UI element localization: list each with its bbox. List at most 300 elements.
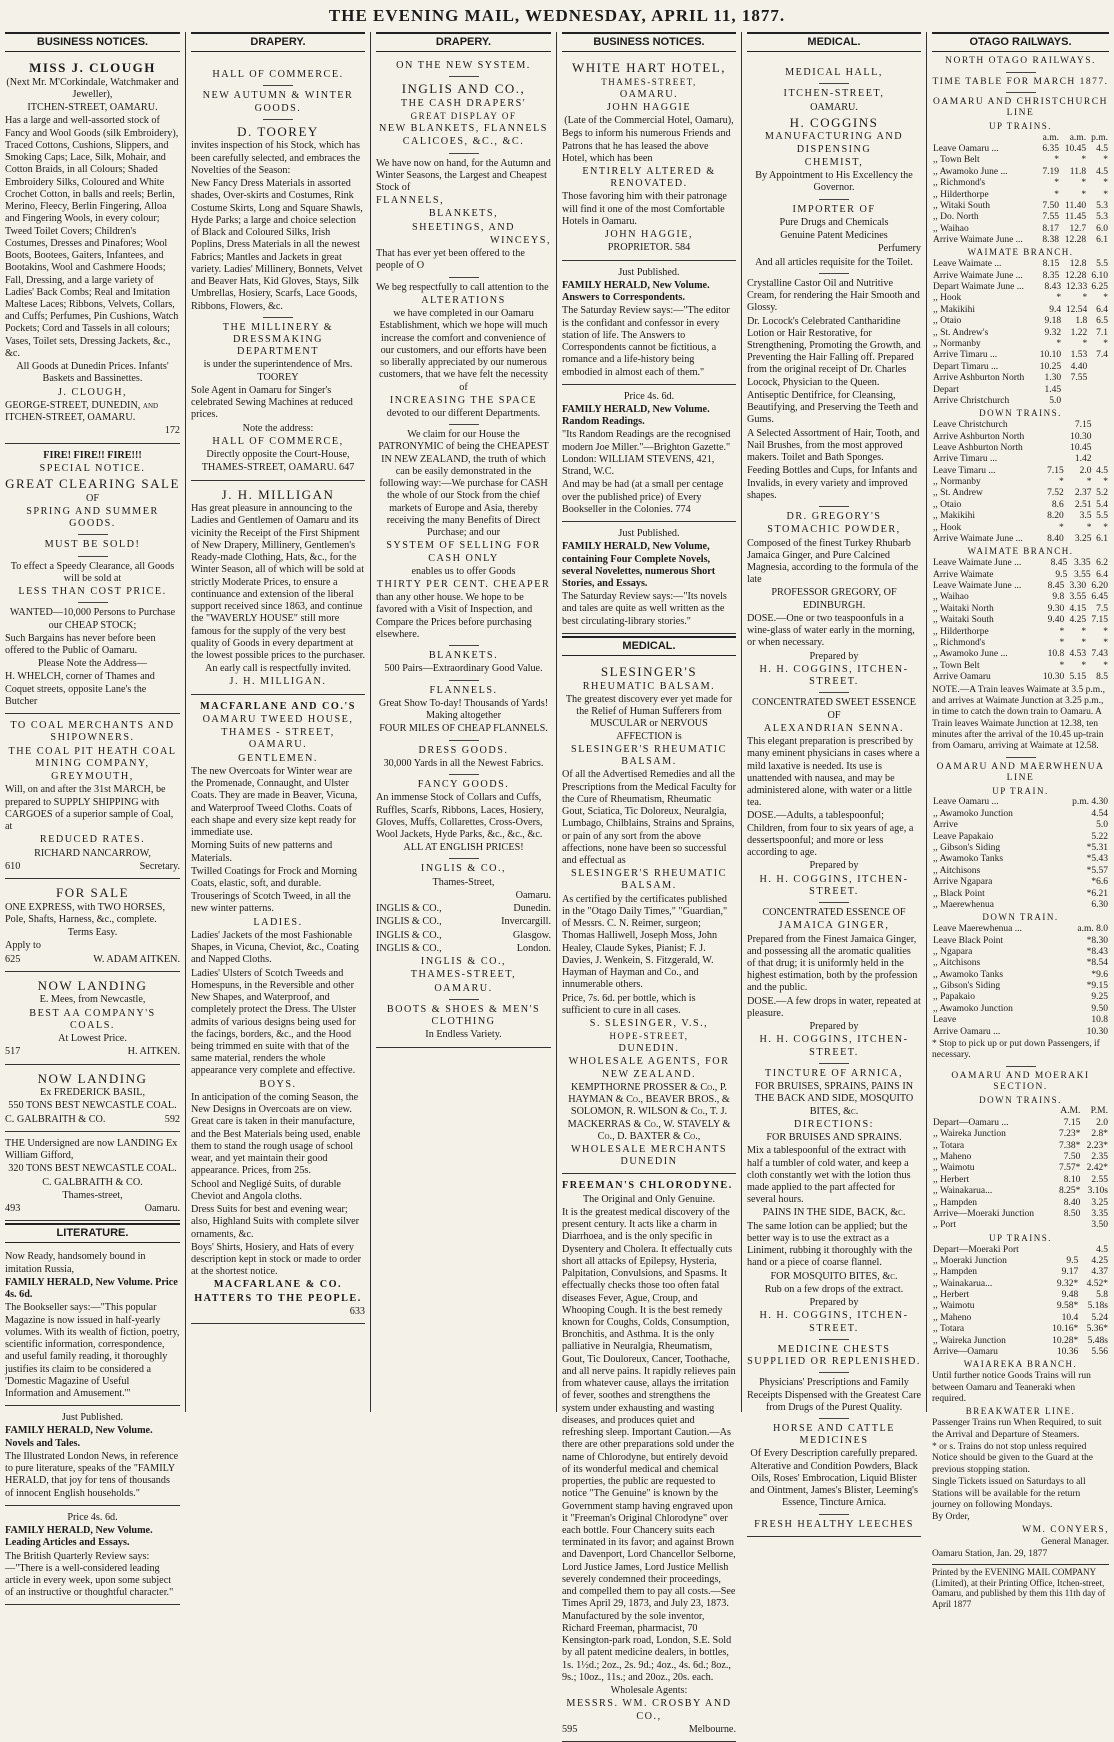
ad-signature: J. H. MILLIGAN.	[229, 676, 327, 688]
ad-title: MACFARLANE AND CO.'S	[200, 700, 356, 712]
table-row	[932, 1209, 1109, 1220]
section-label: WAIMATE BRANCH.	[967, 247, 1074, 258]
station-cell: ,, Totara	[933, 1324, 965, 1335]
ad-text: DIRECTIONS:	[794, 1118, 874, 1130]
ad-address: OAMARU.	[434, 982, 493, 994]
ad-body: DOSE.—A few drops in water, repeated at pleasure.	[747, 995, 921, 1019]
divider	[78, 556, 108, 557]
time-cell: 4.5	[1096, 465, 1108, 476]
station-cell: ,, Papakaio	[933, 992, 975, 1003]
ad-text: WINCEYS,	[490, 234, 551, 246]
table-row	[932, 1141, 1109, 1152]
section-label: UP TRAINS.	[988, 120, 1052, 131]
time-cell: 2.51	[1074, 499, 1092, 510]
ad-body: School and Negligé Suits, of durable Cheviot and Angola cloths.	[191, 1178, 341, 1202]
divider	[449, 645, 479, 646]
ad-address: THAMES-STREET,	[410, 969, 517, 981]
time-cell: 5.15	[1069, 672, 1087, 683]
table-row	[932, 443, 1109, 454]
time-cell: 11.45	[1065, 212, 1087, 223]
table-row	[932, 420, 1109, 431]
table-header-row	[932, 133, 1109, 144]
coal-ad	[5, 716, 180, 879]
time-cell: 5.18s	[1087, 1301, 1108, 1312]
table-row	[932, 362, 1109, 373]
time-cell: 8.10	[1063, 1174, 1081, 1185]
divider	[819, 1339, 849, 1340]
station-cell: ,, Normanby	[933, 338, 981, 349]
ad-title: D. TOOREY	[237, 123, 319, 139]
time-cell: 7.15	[1047, 465, 1064, 476]
time-cell: 8.20	[1047, 511, 1064, 522]
ad-text: Prepared by	[809, 1297, 859, 1309]
time-cell	[1043, 432, 1065, 443]
ad-address: London.	[516, 942, 551, 954]
ad-body: The same lotion can be applied; but the better way is to use the extract as a Liniment, rubbing it thoroughly with the hand or a piece of coarse flannel.	[747, 1220, 913, 1269]
table-header: A.M.	[1060, 1106, 1081, 1117]
table-row	[932, 385, 1109, 396]
station-cell: Leave Oamaru ...	[933, 143, 999, 154]
time-cell: 3.10s	[1087, 1186, 1108, 1197]
ad-signature: C. GALBRAITH & CO.	[5, 1113, 106, 1125]
time-cell	[1093, 420, 1109, 431]
time-cell: *8.43	[1086, 946, 1108, 957]
time-cell: 1.42	[1074, 454, 1092, 465]
time-cell: *	[1056, 338, 1062, 349]
divider	[819, 1514, 849, 1515]
ad-text: ENTIRELY ALTERED & RENOVATED.	[582, 165, 716, 190]
time-cell: 2.55	[1091, 1174, 1108, 1185]
station-cell: Leave Black Point	[933, 935, 1004, 946]
time-cell: 2.37	[1074, 488, 1092, 499]
station-cell: ,, Richmond's	[933, 637, 986, 648]
time-cell: *	[1059, 637, 1065, 648]
clearing-sale-ad	[5, 446, 180, 715]
ad-body: New Fancy Dress Materials in assorted shades, Over-skirts and Costumes, Rink Costume Skirts, Long and Square Shawls, Hyde Parks; a large and choice selection of Black and Coloured Silks, Irish Poplins, Dress Materials in all the newest Fabrics; Mantles and Jackets in great variety. Ladies' Millinery, Bonnets, Velvet and Beaver Hats, Kid Gloves, Stays, Silk Umbrellas, Hosiery, Scarfs, Lace Goods, Ribbons, Flowers, &c.	[191, 178, 363, 312]
station-cell: ,, Hook	[933, 293, 962, 304]
time-cell: 8.40	[1063, 1197, 1081, 1208]
column-heading: BUSINESS NOTICES.	[5, 32, 180, 52]
time-cell: 4.53	[1069, 649, 1087, 660]
divider	[449, 740, 479, 741]
time-cell	[1043, 443, 1065, 454]
ad-text: Price 4s. 6d.	[67, 1511, 118, 1523]
station-cell: ,, Otaio	[933, 499, 962, 510]
table-row	[932, 1336, 1109, 1347]
ad-title: FREEMAN'S CHLORODYNE.	[562, 1180, 733, 1192]
ad-section-title: ALEXANDRIAN SENNA.	[763, 722, 905, 734]
literature-ad	[5, 1408, 180, 1506]
column-heading: BUSINESS NOTICES.	[562, 32, 736, 52]
ad-text: REDUCED RATES.	[39, 834, 146, 846]
ad-section-title: DR. GREGORY'S	[786, 511, 882, 523]
ad-text: By Appointment to His Excellency the Governor.	[755, 170, 913, 194]
ad-address: OAMARU.	[619, 88, 679, 100]
time-cell: 5.3	[1096, 200, 1108, 211]
ad-signature: INGLIS & CO.,	[376, 942, 442, 954]
ad-signature: MESSRS. WM. CROSBY AND CO.,	[566, 1698, 732, 1722]
ad-section-title: HORSE AND CATTLE MEDICINES	[773, 1422, 895, 1447]
ad-section-title: JAMAICA GINGER,	[778, 920, 890, 932]
table-header-row	[932, 1106, 1109, 1117]
time-cell: *	[1103, 660, 1108, 671]
table-row	[932, 797, 1109, 808]
time-cell: 9.17	[1061, 1267, 1079, 1278]
time-cell: *	[1059, 660, 1065, 671]
time-cell	[1088, 385, 1109, 396]
time-cell	[1093, 454, 1109, 465]
time-cell: 6.35	[1042, 143, 1059, 154]
table-row	[932, 1118, 1109, 1129]
ad-text: Prepared by	[809, 1021, 859, 1033]
ad-text: Such Bargains has never before been offered to the Public of Oamaru.	[5, 632, 156, 656]
ad-text: THIRTY PER CENT. CHEAPER	[376, 579, 551, 591]
station-cell: Arrive Ashburton North	[933, 373, 1025, 384]
time-cell: *	[1082, 338, 1088, 349]
ad-address: Glasgow.	[512, 929, 551, 941]
station-cell: Arrive Ngapara	[933, 877, 993, 888]
ad-title: FOR SALE	[55, 884, 130, 900]
table-row	[932, 373, 1109, 384]
table-row	[932, 488, 1109, 499]
time-cell: 5.8	[1096, 1290, 1108, 1301]
ad-body: DOSE.—One or two teaspoonfuls in a wine-glass of water early in the morning, or when necessary.	[747, 612, 915, 649]
ad-address: THAMES-STREET,	[601, 76, 697, 87]
macfarlane-ad	[191, 697, 365, 1324]
ad-title: NOW LANDING	[37, 977, 148, 993]
divider	[1006, 92, 1036, 93]
divider	[263, 85, 293, 86]
section-label: BREAKWATER LINE.	[965, 1406, 1076, 1417]
table-row	[932, 235, 1109, 246]
ad-body: The greatest discovery ever yet made for the Relief of Human Sufferers from MUSCULAR or NERVOUS AFFECTION is	[565, 693, 733, 742]
table-row	[932, 615, 1109, 626]
table-row	[932, 558, 1109, 569]
ad-body: It is the greatest medical discovery of the present century. It acts like a charm in Diarrhoea, and is the only specific in Dysentery and Cholera. It effectually cuts short all attacks of Epilepsy, Hysteria, Palpitation, Convulsions, and Spasms. It effectually checks those too often fatal diseases Fever, Ague, Croup, and Whooping Cough. It is the best remedy known for Coughs, Colds, Consumption, Bronchitis, and Asthma. It is the only palliative in Neuralgia, Rheumatism, Gout, Tic Douloreux, Cancer, Toothache, and all nerve pains. It rapidly relieves pain from whatever cause, allays the irritation of fever, soothes and strengthens the system under exhausting and wasting diseases, and produces quiet and refreshing sleep. Important Caution.—As there are other preparations sold under the name of Chlorodyne, but entirely devoid of its wonderful medical and chemical properties, the public are requested to notice "The Genuine" is known by the Government stamp having engraved upon it "Freeman's Original Chlorodyne" over each bottle. Four Chancery suits each terminated in its favor; and against Brown and Davenport, Lord Chancellor Selborne, Lord Justice James, Lord Justice Mellish severely condemned their proceedings, and compelled them to pay all costs.—See Times April 29, 1873, and July 23, 1873. Manufactured by the sole inventor, Richard Freeman, pharmacist, 70 Kensington-park road, London, S.E. Sold by all patent medicine dealers, in bottles, 1s. 1½d.; 2oz., 2s. 9d.; 4oz., 4s. 6d.; 8oz., 9s.; 10oz., 11s.; and 20oz., 20s. each.	[562, 1206, 736, 1683]
time-cell: 8.40	[1047, 534, 1064, 545]
divider	[449, 999, 479, 1000]
time-cell: 3.55	[1069, 592, 1087, 603]
table-row	[932, 809, 1109, 820]
station-cell: Leave Ashburton North	[933, 442, 1023, 453]
station-cell: ,, Ngapara	[933, 946, 973, 957]
table-body	[932, 797, 1109, 911]
ad-text: Prepared by	[809, 650, 859, 662]
table-row	[932, 1027, 1109, 1038]
divider	[449, 424, 479, 425]
time-cell	[1043, 454, 1065, 465]
time-cell: 4.5	[1096, 1244, 1108, 1255]
timetable	[932, 420, 1109, 545]
ad-text: Just Published.	[618, 266, 680, 278]
station-cell: ,, Maerewhenua	[933, 899, 994, 910]
time-cell: 10.25	[1039, 361, 1062, 372]
ad-title: GREAT CLEARING SALE	[5, 476, 180, 492]
time-cell: 12.28	[1064, 235, 1087, 246]
divider	[819, 692, 849, 693]
ad-title: SLESINGER'S	[600, 664, 698, 680]
time-cell: 3.55	[1073, 569, 1091, 580]
time-cell: 6.4	[1096, 569, 1108, 580]
ad-body: Dr. Locock's Celebrated Cantharidine Lotion or Hair Restorative, for Strengthening, Promoting the Growth, and Preventing the Hair Falling off. Prepared from the original receipt of Dr. Charles Locock, Physician to the Queen.	[747, 315, 921, 388]
time-cell: 1.22	[1070, 327, 1088, 338]
station-cell: ,, Gibson's Siding	[933, 981, 1001, 992]
table-body	[932, 1245, 1109, 1359]
time-cell: 3.35	[1091, 1208, 1108, 1219]
family-herald-ad	[562, 387, 736, 522]
station-cell: ,, Town Belt	[933, 660, 980, 671]
ad-text: General Manager.	[1040, 1537, 1109, 1548]
station-cell: ,, Aitchisons	[933, 865, 981, 876]
ad-body: The Saturday Review says:—"Its novels and tales are quite as well written as the best circulating-library stories."	[562, 591, 727, 627]
table-row	[932, 1245, 1109, 1256]
family-herald-ad	[562, 524, 736, 634]
ad-signature: WM. CONYERS,	[1022, 1524, 1109, 1535]
ad-section-title: BLANKETS.	[428, 650, 499, 662]
column-6	[927, 32, 1114, 1610]
table-row	[932, 201, 1109, 212]
ad-title: FAMILY HERALD, New Volume. Novels and Tales.	[5, 1425, 153, 1449]
time-cell: *	[1081, 178, 1087, 189]
ad-signature: INGLIS & CO.,	[376, 916, 442, 928]
table-row	[932, 259, 1109, 270]
ad-text: PROPRIETOR. 584	[607, 242, 691, 254]
ad-signature: W. ADAM AITKEN.	[93, 953, 180, 965]
time-cell: 5.4	[1096, 499, 1108, 510]
time-cell: 3.50	[1091, 1220, 1108, 1231]
table-row	[932, 466, 1109, 477]
landing-ad	[5, 974, 180, 1065]
ad-text: PROFESSOR GREGORY, OF EDINBURGH.	[771, 587, 897, 611]
time-cell: 10.30	[1086, 1026, 1108, 1037]
ad-text: E. Mees, from Newcastle,	[39, 994, 146, 1006]
divider	[819, 199, 849, 200]
time-cell: *9.15	[1086, 981, 1108, 992]
time-cell: 7.57*	[1058, 1163, 1081, 1174]
coggins-ad	[747, 56, 921, 1537]
timetable	[932, 1245, 1109, 1359]
station-cell: ,, Waimotu	[933, 1301, 975, 1312]
ad-title: FAMILY HERALD, New Volume. Leading Articles and Essays.	[5, 1525, 153, 1549]
station-cell: Arrive Christchurch	[933, 395, 1010, 406]
time-cell: *6.6	[1091, 877, 1108, 888]
time-cell: 3.30	[1069, 581, 1087, 591]
time-cell: 7.55	[1070, 373, 1088, 384]
table-row	[932, 981, 1109, 992]
time-cell: 9.32*	[1056, 1278, 1079, 1289]
ad-subtitle: THE CASH DRAPERS'	[400, 98, 527, 110]
table-row	[932, 992, 1109, 1003]
time-cell: 9.8	[1052, 592, 1065, 603]
station-cell: ,, Maheno	[933, 1151, 972, 1162]
time-cell: 4.54	[1091, 808, 1108, 819]
ad-signature: C. GALBRAITH & CO.	[42, 1176, 143, 1188]
ad-body: An immense Stock of Collars and Cuffs, Ruffles, Scarfs, Ribbons, Laces, Hosiery, Gloves, Muffs, Collarettes, Cross-Overs, Wool Jackets, Hyde Parks, &c., &c., &c.	[376, 792, 544, 840]
ad-text: (Late of the Commercial Hotel, Oamaru),	[564, 115, 734, 127]
station-cell: ,, Waireka Junction	[933, 1129, 1006, 1140]
table-row	[932, 570, 1109, 581]
ad-title: FAMILY HERALD, New Volume. Random Readings.	[562, 403, 710, 428]
ad-address: Oamaru.	[515, 889, 551, 901]
station-cell: ,, Aitchisons	[933, 958, 981, 969]
time-cell: 4.52*	[1086, 1278, 1108, 1289]
table-row	[932, 328, 1109, 339]
ad-body: Twilled Coatings for Frock and Morning Coats, elastic, soft, and durable.	[191, 865, 357, 889]
divider	[819, 1063, 849, 1064]
table-row	[932, 1198, 1109, 1209]
time-cell: 8.5	[1096, 672, 1108, 683]
ad-body: The new Overcoats for Winter wear are the Promenade, Connaught, and Ulster Coats. They are made in Beaver, Vicuna, and Waterproof Tweed Cloths. Coats of each shape and every size kept ready for immediate use.	[191, 765, 358, 839]
literature-ad	[5, 1508, 180, 1606]
time-cell: 7.15	[1074, 420, 1092, 431]
time-cell: *	[1103, 522, 1108, 533]
station-cell: ,, Witaki South	[933, 200, 990, 211]
divider	[78, 534, 108, 535]
time-cell	[1093, 432, 1109, 443]
time-cell: 1.8	[1075, 316, 1088, 327]
time-cell: 3.5	[1079, 511, 1092, 522]
time-cell: 10.30	[1070, 431, 1092, 442]
time-cell: 1.30	[1044, 373, 1062, 384]
timetable	[932, 1106, 1109, 1231]
ad-text: INCREASING THE SPACE	[389, 394, 538, 406]
time-cell: 9.32	[1044, 327, 1062, 338]
ad-text: Ex FREDERICK BASIL,	[40, 1087, 145, 1099]
station-cell: ,, Waimotu	[933, 1163, 975, 1174]
time-cell: 4.25	[1069, 615, 1087, 626]
time-cell: 9.25	[1091, 992, 1108, 1003]
time-cell: 8.6	[1051, 499, 1064, 510]
ad-text: Terms Easy.	[67, 927, 118, 939]
table-row	[932, 889, 1109, 900]
ad-address: THAMES - STREET, OAMARU.	[221, 727, 335, 751]
hotel-ad	[562, 56, 736, 260]
time-cell: *	[1054, 189, 1059, 200]
time-cell: *	[1086, 522, 1092, 533]
table-row	[932, 316, 1109, 327]
table-row	[932, 1004, 1109, 1015]
time-cell: 6.1	[1096, 235, 1108, 246]
station-cell: ,, Waihao	[933, 223, 969, 234]
station-cell: ,, Makikihi	[933, 511, 975, 522]
time-cell: 8.45	[1050, 558, 1068, 569]
time-cell: 10.45	[1064, 143, 1087, 154]
ad-signature: JOHN HAGGIE,	[604, 229, 694, 241]
time-cell: 2.42*	[1086, 1163, 1108, 1174]
station-cell: ,, Makikihi	[933, 304, 975, 315]
table-row	[932, 970, 1109, 981]
column-5	[742, 32, 926, 1530]
ad-body: The Illustrated London News, in reference to pure literature, speaks of the "FAMILY HERALD, that joy for tens of thousands of innocent English households."	[5, 1450, 179, 1499]
ad-text: is under the superintendence of Mrs. TOOREY	[203, 359, 353, 383]
ad-number: 633	[349, 1305, 365, 1317]
station-cell: Leave Papakaio	[933, 831, 994, 842]
ad-text: MEDICINE CHESTS SUPPLIED OR REPLENISHED.	[747, 1343, 921, 1368]
column-heading: MEDICAL.	[747, 32, 921, 52]
ad-title: HALL OF COMMERCE.	[212, 69, 344, 81]
time-cell: *	[1054, 178, 1059, 189]
time-cell: 6.30	[1091, 899, 1108, 910]
ad-text: Genuine Patent Medicines	[780, 230, 888, 242]
ad-address: Oamaru.	[144, 1202, 180, 1214]
time-cell: a.m. 8.0	[1077, 924, 1108, 935]
time-cell: 8.43	[1044, 282, 1062, 293]
table-row	[932, 1290, 1109, 1301]
ad-title: NOW LANDING	[37, 1070, 148, 1086]
time-cell: 7.52	[1047, 488, 1064, 499]
section-label: WAIMATE BRANCH.	[967, 546, 1074, 557]
timetable-note: Single Tickets issued on Saturdays to all Stations will be available for the return journey on following Mondays.	[932, 1477, 1086, 1510]
table-row	[932, 592, 1109, 603]
ad-text: By Order,	[932, 1512, 970, 1523]
ad-body: Of Every Description carefully prepared. Alterative and Condition Powders, Black Oils, Roses' Embrocation, Liquid Blister and Ointment, James's Blister, Leeming's Essence, Tincture Arnica.	[750, 1448, 918, 1509]
ad-text: Prepared by	[809, 860, 859, 872]
ad-body: We beg respectfully to call attention to the	[376, 281, 549, 293]
table-row	[932, 947, 1109, 958]
station-cell: Leave Maerewhenua ...	[933, 924, 1022, 935]
divider	[819, 506, 849, 507]
ad-body: The British Quarterly Review says:—"There is a well-considered leading article in every week, upon some subject of an instructive or thoughtful character."	[5, 1550, 174, 1599]
table-body	[932, 558, 1109, 581]
time-cell: 10.36	[1056, 1347, 1079, 1358]
ad-title: FAMILY HERALD, New Volume. Answers to Correspondents.	[562, 279, 710, 304]
column-heading: OTAGO RAILWAYS.	[932, 32, 1109, 52]
ad-body: Of all the Advertised Remedies and all the Prescriptions from the Medical Faculty for the Cure of Rheumatism, Rheumatic Gout, Sciatica, Tic Doloreux, Neuralgia, Lumbago, Chilblains, Strains and Sprains, or pain of any sort from the above affections, none have been so successful and effectual as	[562, 769, 736, 867]
station-cell: ,, Hilderthorpe	[933, 189, 989, 200]
table-row	[932, 843, 1109, 854]
time-cell: 4.5	[1096, 166, 1108, 177]
time-cell: 6.2	[1096, 558, 1108, 569]
time-cell: *	[1103, 189, 1108, 200]
ad-text: LESS THAN COST PRICE.	[18, 586, 167, 598]
timetable-title: TIME TABLE FOR MARCH 1877.	[932, 76, 1109, 87]
ad-text: CONCENTRATED SWEET ESSENCE OF	[752, 697, 916, 721]
ad-address: GEORGE-STREET, DUNEDIN, and ITCHEN-STREET, OAMARU.	[5, 399, 159, 424]
ad-text: Oamaru Station, Jan. 29, 1877	[932, 1549, 1048, 1560]
section-label: UP TRAIN.	[992, 785, 1049, 796]
station-cell: Leave Waimate ...	[933, 259, 1002, 270]
time-cell: 2.0	[1079, 465, 1092, 476]
ad-subtitle: (Next Mr. M'Corkindale, Watchmaker and Jeweller),	[6, 76, 179, 101]
table-row	[932, 649, 1109, 660]
table-row	[932, 627, 1109, 638]
ad-signature: INGLIS & CO.,	[420, 956, 507, 968]
ad-subtitle: CHEMIST,	[804, 156, 864, 168]
section-heading: LITERATURE.	[5, 1223, 180, 1243]
time-cell: 5.24	[1091, 1312, 1108, 1323]
timetable-note: NOTE.—A Train leaves Waimate at 3.5 p.m., and arrives at Waimate Junction at 3.25 p.m., in time to catch the down train to Oamaru. A Train leaves Waimate Junction at 12.38, ten minutes after the arrival of the 10.45 up-train from Oamaru, arriving at Waimate at 12.58.	[932, 684, 1105, 752]
station-cell: ,, Herbert	[933, 1290, 970, 1301]
station-cell: Depart	[933, 384, 959, 395]
ad-body: Has a large and well-assorted stock of Fancy and Wool Goods (silk Embroidery), Traced Cottons, Cushions, Slippers, and Smoking Caps; Lace, Silk, Mohair, and Cotton Braids, in all Colours; Shaded Embroidery Silks, Coloured and White Crochet Cotton, in balls and reels; Berlin, Merino, Fleecy, Berlin Fingering, Alloa and Fingering Wools, in every colour; Tweed Toilet Covers; Children's Costumes, Dresses and Pinafores; Wool Boots, Bootees, Gaiters, Infantees, and Bootakins, Wool and Cashmere Hoods; Fall, Dressing, and a large variety of Ladies' Back Combs; Real and Imitation Maltese Laces; Ribbons, Velvets, Collars, and Cuffs; Perfumes, Pin Cushions, Watch Pockets; Cord and Tassels in all colours; Vases, Toilet sets, Dressing Jackets, &c., &c.	[5, 115, 179, 359]
ad-address: THAMES-STREET, OAMARU. 647	[201, 462, 355, 474]
station-cell: ,, Wainakarua...	[933, 1186, 993, 1197]
ad-text: To effect a Speedy Clearance, all Goods will be sold at	[10, 560, 175, 584]
time-cell: 5.5	[1096, 511, 1108, 522]
time-cell: 2.35	[1091, 1151, 1108, 1162]
ad-body: The Bookseller says:—"This popular Magazine is now issued in half-yearly volumes. With its wealth of fiction, poetry, scientific information, correspondence, and useful family reading, it thoroughly justifies its claim to be considered a 'Domestic Magazine of Useful Information and Amusement.'"	[5, 1302, 180, 1399]
slesinger-ad	[562, 660, 736, 1174]
table-row	[932, 1313, 1109, 1324]
station-cell: Arrive Waimate	[933, 569, 994, 580]
ad-text: Please Note the Address—	[38, 658, 147, 670]
table-body	[932, 1118, 1109, 1232]
ad-text: CONCENTRATED ESSENCE OF	[762, 907, 906, 919]
landing-ad	[5, 1067, 180, 1132]
ad-text: ALL AT ENGLISH PRICES!	[403, 842, 524, 854]
ad-body: And may be had (at a small per centage over the published price) of Every Bookseller in the Colonies. 774	[562, 479, 724, 515]
table-row	[932, 1015, 1109, 1026]
